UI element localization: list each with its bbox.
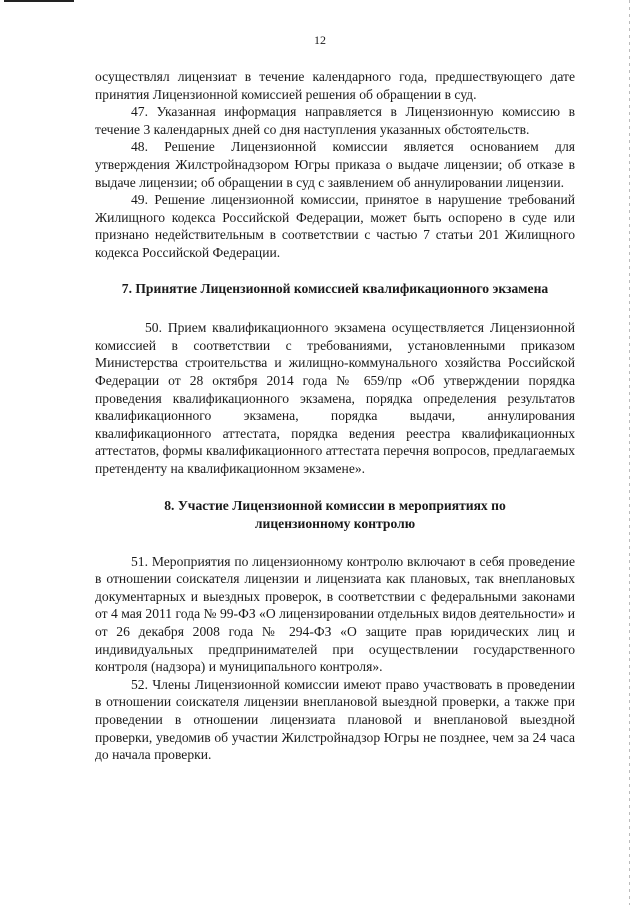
paragraph-50: 50. Прием квалификационного экзамена осуществляется Лицензионной комиссией в соответствии с требованиями, установленными приказом Министерства строительства и жилищно-коммунального хозяйства Российской Федерации от 28 октября 2014 года № 659/пр «Об утверждении порядка проведения квалификационного экзамена, порядка определения результатов квалификационного экзамена, порядка выдачи, аннулирования квалификационного аттестата, порядка ведения реестра квалификационных аттестатов, формы квалификационного аттестата перечня вопросов, предлагаемых претенденту на квалификационном экзамене». bbox=[95, 320, 575, 476]
section-8-heading-line-2: лицензионному контролю bbox=[254, 516, 416, 532]
section-8-heading bbox=[95, 497, 575, 532]
paragraph-continuation: осуществлял лицензиат в течение календарного года, предшествующего дате принятия Лицензионной комиссией решения об обращении в суд. bbox=[95, 69, 575, 102]
paragraph-48: 48. Решение Лицензионной комиссии является основанием для утверждения Жилстройнадзором Югры приказа о выдаче лицензии; об отказе в выдаче лицензии; об обращении в суд с заявлением об аннулировании лицензии. bbox=[95, 139, 575, 190]
document-body bbox=[95, 68, 575, 764]
scan-edge-line bbox=[629, 0, 630, 905]
paragraph-49: 49. Решение лицензионной комиссии, принятое в нарушение требований Жилищного кодекса Российской Федерации, может быть оспорено в суде или признано недействительным в соответствии с частью 7 статьи 201 Жилищного кодекса Российской Федерации. bbox=[95, 192, 575, 260]
page-number: 12 bbox=[314, 33, 326, 47]
paragraph-47: 47. Указанная информация направляется в Лицензионную комиссию в течение 3 календарных дней со дня наступления указанных обстоятельств. bbox=[95, 104, 575, 137]
section-8-heading-line-1: 8. Участие Лицензионной комиссии в мероприятиях по bbox=[164, 498, 506, 514]
paragraph-52: 52. Члены Лицензионной комиссии имеют право участвовать в проведении в отношении соискателя лицензии внеплановой выездной проверки, а также при проведении в отношении лицензиата плановой и внеплановой выездной проверки, уведомив об участии Жилстройнадзор Югры не позднее, чем за 24 часа до начала проверки. bbox=[95, 676, 575, 763]
scan-edge-mark bbox=[4, 0, 74, 2]
section-7-heading: 7. Принятие Лицензионной комиссией квалификационного экзамена bbox=[121, 280, 549, 296]
paragraph-51: 51. Мероприятия по лицензионному контролю включают в себя проведение в отношении соискателя лицензии и лицензиата как плановых, так внеплановых документарных и выездных проверок, в соответствии с федеральными законами от 4 мая 2011 года № 99-ФЗ «О лицензировании отдельных видов деятельности» и от 26 декабря 2008 года № 294-ФЗ «О защите прав юридических лиц и индивидуальных предпринимателей при осуществлении государственного контроля (надзора) и муниципального контроля». bbox=[95, 553, 575, 675]
